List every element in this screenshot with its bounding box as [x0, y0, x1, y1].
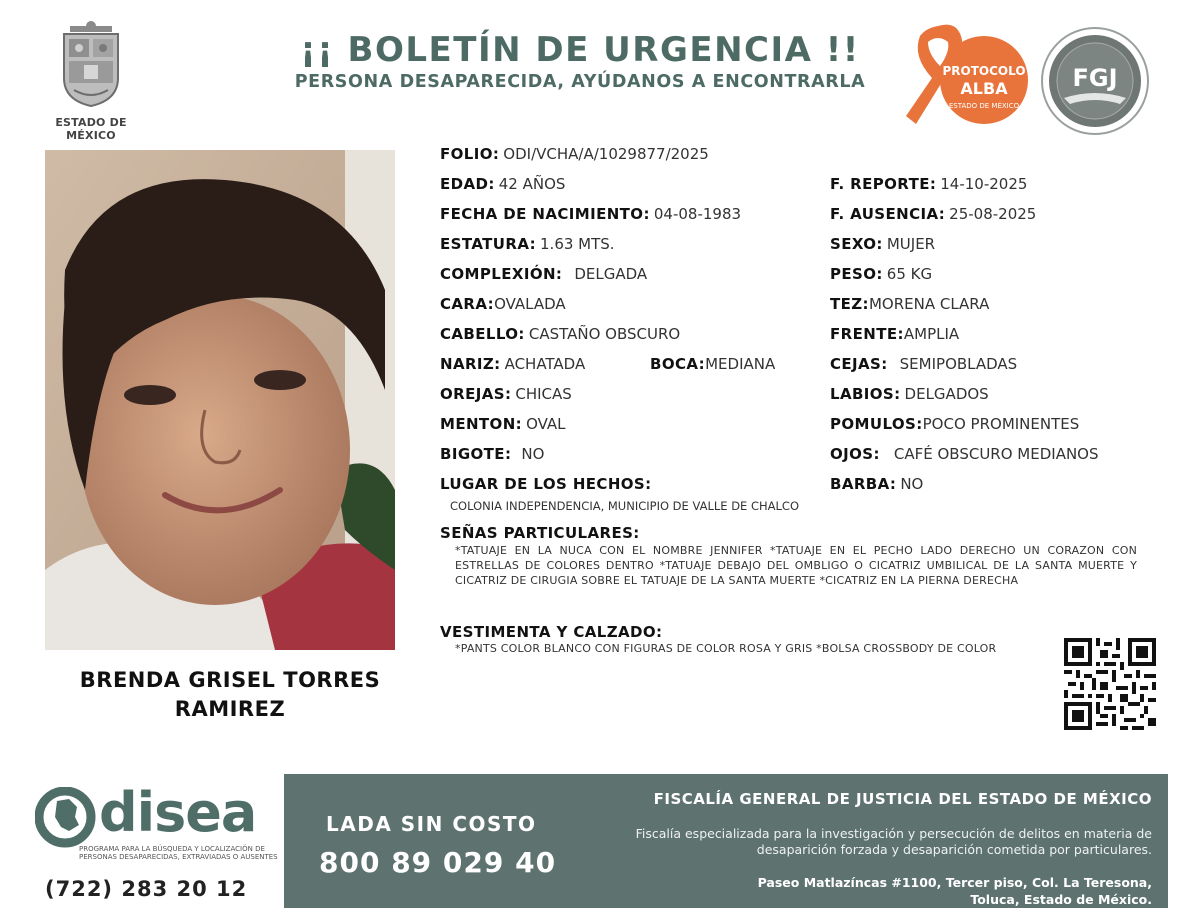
field-estatura [440, 235, 615, 253]
missing-person-photo [45, 150, 395, 650]
field-menton [440, 415, 566, 433]
pomulos-label: POMULOS: [830, 415, 923, 433]
ojos-value: CAFÉ OBSCURO MEDIANOS [893, 445, 1099, 463]
cabello-label: CABELLO: [440, 325, 525, 343]
estatura-value: 1.63 MTS. [540, 235, 615, 253]
orejas-value: CHICAS [515, 385, 572, 403]
cabello-value: CASTAÑO OBSCURO [528, 325, 681, 343]
field-tez [830, 295, 989, 313]
f-reporte-value: 14-10-2025 [940, 175, 1028, 193]
field-frente [830, 325, 959, 343]
person-name [40, 666, 420, 724]
frente-label: FRENTE: [830, 325, 904, 343]
odisea-phone[interactable]: (722) 283 20 12 [45, 877, 248, 901]
fgj-address [758, 874, 1152, 908]
cara-value: OVALADA [494, 295, 566, 313]
nariz-value: ACHATADA [504, 355, 586, 373]
fgj-description: Fiscalía especializada para la investigación y persecución de delitos en materia de desaparición forzada y desaparición cometida por particulares. [635, 826, 1152, 857]
fgj-title: FISCALÍA GENERAL DE JUSTICIA DEL ESTADO DE MÉXICO [653, 790, 1152, 808]
bulletin-title: ¡¡ BOLETÍN DE URGENCIA !! [300, 30, 860, 70]
fecha-nacimiento-label: FECHA DE NACIMIENTO: [440, 205, 650, 223]
bulletin-subtitle: PERSONA DESAPARECIDA, AYÚDANOS A ENCONTRARLA [294, 72, 866, 92]
field-bigote [440, 445, 544, 463]
portrait-image [45, 150, 395, 650]
field-ojos [830, 445, 1099, 463]
field-f-reporte [830, 175, 1027, 193]
tez-value: MORENA CLARA [868, 295, 990, 313]
alba-line2: ALBA [960, 79, 1008, 98]
folio-value: ODI/VCHA/A/1029877/2025 [503, 145, 709, 163]
odisea-program: PROGRAMA PARA LA BÚSQUEDA Y LOCALIZACIÓN DE PERSONAS DESAPARECIDAS, EXTRAVIADAS O AUSENTES [79, 845, 278, 861]
senas-title: SEÑAS PARTICULARES: [440, 524, 640, 542]
peso-value: 65 KG [886, 265, 933, 283]
field-cejas [830, 355, 1017, 373]
odisea-logo [35, 781, 275, 845]
field-complexion [440, 265, 647, 283]
field-barba [830, 475, 923, 493]
senas-text: *TATUAJE EN LA NUCA CON EL NOMBRE JENNIFER *TATUAJE EN EL PECHO LADO DERECHO UN CORAZON CON ESTRELLAS DE COLORES DENTRO *TATUAJE DEBAJO DEL OMBLIGO O CICATRIZ UMBILICAL DE LA SANTA MUERTE Y CICATRIZ DE CIRUGIA SOBRE EL TATUAJE DE LA SANTA MUERTE *CICATRIZ EN LA PIERNA DERECHA [455, 544, 1137, 587]
bigote-value: NO [521, 445, 545, 463]
lada-number[interactable]: 800 89 029 40 [319, 846, 557, 879]
lada-label: LADA SIN COSTO [326, 812, 537, 836]
person-name-line1: BRENDA GRISEL TORRES [79, 668, 381, 692]
barba-label: BARBA: [830, 475, 897, 493]
bigote-label: BIGOTE: [440, 445, 512, 463]
address-line2: Toluca, Estado de México. [970, 892, 1152, 907]
odisea-state-map-icon [35, 787, 99, 851]
description-fields [440, 0, 1160, 520]
cejas-label: CEJAS: [830, 355, 888, 373]
estatura-label: ESTATURA: [440, 235, 537, 253]
vestimenta-text: *PANTS COLOR BLANCO CON FIGURAS DE COLOR ROSA Y GRIS *BOLSA CROSSBODY DE COLOR [455, 642, 997, 655]
fgj-text: FGJ [1072, 64, 1118, 92]
menton-label: MENTON: [440, 415, 523, 433]
labios-value: DELGADOS [904, 385, 989, 403]
lugar-value: COLONIA INDEPENDENCIA, MUNICIPIO DE VALLE DE CHALCO [450, 499, 799, 513]
alba-line3: ESTADO DE MÉXICO [948, 102, 1020, 110]
field-nariz [440, 355, 585, 373]
odisea-brand: disea [99, 781, 257, 844]
barba-value: NO [900, 475, 924, 493]
field-labios [830, 385, 989, 403]
folio-label: FOLIO: [440, 145, 500, 163]
state-name: ESTADO DE MÉXICO [55, 116, 127, 142]
person-name-line2: RAMIREZ [174, 697, 286, 721]
boca-label: BOCA: [650, 355, 706, 373]
fgj-contact-band [284, 774, 1168, 908]
frente-value: AMPLIA [903, 325, 960, 343]
f-ausencia-label: F. AUSENCIA: [830, 205, 946, 223]
field-edad [440, 175, 565, 193]
tez-label: TEZ: [830, 295, 869, 313]
sexo-value: MUJER [886, 235, 936, 253]
state-crest-icon [56, 20, 126, 108]
field-lugar [440, 475, 652, 493]
peso-label: PESO: [830, 265, 883, 283]
edad-value: 42 AÑOS [498, 175, 566, 193]
boca-value: MEDIANA [705, 355, 776, 373]
cejas-value: SEMIPOBLADAS [899, 355, 1018, 373]
pomulos-value: POCO PROMINENTES [922, 415, 1080, 433]
alba-line1: PROTOCOLO [942, 64, 1026, 78]
field-boca [650, 355, 775, 373]
field-orejas [440, 385, 572, 403]
ojos-label: OJOS: [830, 445, 880, 463]
state-logo [30, 20, 152, 142]
field-cabello [440, 325, 680, 343]
menton-value: OVAL [526, 415, 566, 433]
f-ausencia-value: 25-08-2025 [949, 205, 1037, 223]
lugar-label: LUGAR DE LOS HECHOS: [440, 475, 652, 493]
vestimenta-title: VESTIMENTA Y CALZADO: [440, 623, 663, 641]
field-sexo [830, 235, 935, 253]
field-fecha-nacimiento [440, 205, 741, 223]
field-folio [440, 145, 709, 163]
field-pomulos [830, 415, 1079, 433]
complexion-value: DELGADA [574, 265, 648, 283]
fecha-nacimiento-value: 04-08-1983 [653, 205, 742, 223]
field-peso [830, 265, 932, 283]
address-line1: Paseo Matlazíncas #1100, Tercer piso, Col. La Teresona, [757, 875, 1152, 890]
qr-code[interactable] [1064, 638, 1156, 730]
field-cara [440, 295, 566, 313]
edad-label: EDAD: [440, 175, 495, 193]
cara-label: CARA: [440, 295, 495, 313]
field-f-ausencia [830, 205, 1036, 223]
nariz-label: NARIZ: [440, 355, 501, 373]
labios-label: LABIOS: [830, 385, 901, 403]
f-reporte-label: F. REPORTE: [830, 175, 937, 193]
orejas-label: OREJAS: [440, 385, 512, 403]
complexion-label: COMPLEXIÓN: [440, 265, 563, 283]
odisea-block [35, 781, 278, 910]
sexo-label: SEXO: [830, 235, 883, 253]
